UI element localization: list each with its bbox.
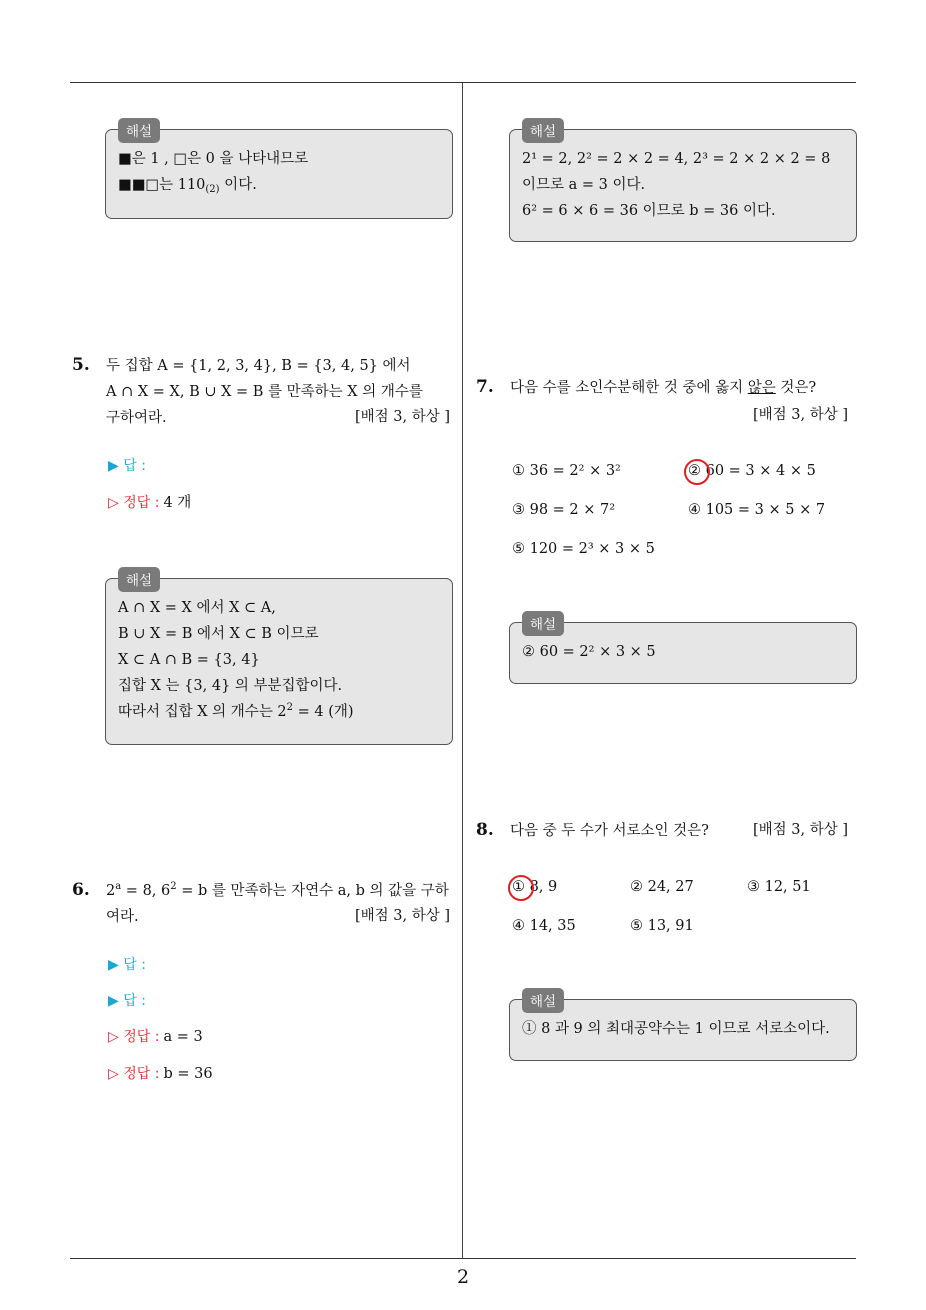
correct-answer-6a: ▷ 정답 : a = 3 (108, 1029, 203, 1045)
choice-8-3: ③ 12, 51 (747, 879, 811, 895)
solution-box-q8 (509, 994, 857, 1061)
choice-7-3: ③ 98 = 2 × 7² (512, 502, 616, 518)
question-number-7: 7. (476, 377, 494, 397)
answer-label-6a: ▶ 답 : (108, 957, 146, 973)
solution-box-q6 (509, 124, 857, 242)
answer-label-5: ▶ 답 : (108, 458, 146, 474)
column-divider (462, 83, 463, 1259)
solution-line: 6² = 6 × 6 = 36 이므로 b = 36 이다. (522, 203, 776, 219)
question-number-5: 5. (72, 355, 90, 375)
top-rule (70, 82, 856, 83)
solution-tag: 해설 (522, 611, 564, 636)
choice-8-4: ④ 14, 35 (512, 918, 576, 934)
solution-box-q5 (105, 573, 453, 745)
question-number-6: 6. (72, 880, 90, 900)
correct-answer-6b: ▷ 정답 : b = 36 (108, 1066, 213, 1082)
question-text-6: $2^a = 8$, $6^2 = b$ 를 만족하는 자연수 a, b 의 값을 구하 여라. (106, 881, 449, 925)
choice-7-2: ② 60 = 3 × 4 × 5 (688, 463, 816, 479)
solution-line: ■■□는 $110_{(2)}$ 이다. (118, 177, 257, 195)
question-text-7: 다음 수를 소인수분해한 것 중에 옳지 않은 것은? (510, 380, 817, 396)
solution-box-q4 (105, 124, 453, 219)
choice-8-1: ① 8, 9 (512, 879, 558, 895)
solution-tag: 해설 (118, 118, 160, 143)
choice-8-5: ⑤ 13, 91 (630, 918, 694, 934)
question-text-5: 두 집합 A = {1, 2, 3, 4}, B = {3, 4, 5} 에서 A ∩ X = X, B ∪ X = B 를 만족하는 X 의 개수를 구하여라. (106, 358, 423, 426)
choice-7-1: ① 36 = 2² × 3² (512, 463, 621, 479)
question-number-8: 8. (476, 820, 494, 840)
solution-line: 2¹ = 2, 2² = 2 × 2 = 4, 2³ = 2 × 2 × 2 = 8 (522, 151, 831, 167)
choice-7-4: ④ 105 = 3 × 5 × 7 (688, 502, 826, 518)
solution-line: 이므로 a = 3 이다. (522, 177, 646, 193)
solution-line: X ⊂ A ∩ B = {3, 4} (118, 652, 260, 668)
solution-tag: 해설 (522, 118, 564, 143)
page-number: 2 (456, 1266, 470, 1288)
bottom-rule (70, 1258, 856, 1259)
solution-tag: 해설 (118, 567, 160, 592)
question-meta-6: [배점 3, 하상 ] (355, 908, 451, 924)
solution-line: 집합 X 는 {3, 4} 의 부분집합이다. (118, 678, 343, 694)
question-meta-5: [배점 3, 하상 ] (355, 409, 451, 425)
answer-circle-mark (684, 459, 710, 485)
answer-circle-mark (508, 875, 534, 901)
solution-line: A ∩ X = X 에서 X ⊂ A, (118, 600, 276, 616)
question-meta-7: [배점 3, 하상 ] (753, 407, 849, 423)
choice-7-5: ⑤ 120 = 2³ × 3 × 5 (512, 541, 655, 557)
question-text-8: 다음 중 두 수가 서로소인 것은? (510, 823, 709, 839)
solution-tag: 해설 (522, 988, 564, 1013)
correct-answer-5: ▷ 정답 : 4 개 (108, 495, 192, 511)
question-meta-8: [배점 3, 하상 ] (753, 822, 849, 838)
solution-line: B ∪ X = B 에서 X ⊂ B 이므로 (118, 626, 319, 642)
solution-box-q7 (509, 617, 857, 684)
solution-line: ■은 1 , □은 0 을 나타내므로 (118, 151, 309, 167)
solution-line: 따라서 집합 X 의 개수는 $2^2 = 4$ (개) (118, 702, 354, 720)
solution-line: ① 8 과 9 의 최대공약수는 1 이므로 서로소이다. (522, 1021, 830, 1037)
choice-8-2: ② 24, 27 (630, 879, 694, 895)
answer-label-6b: ▶ 답 : (108, 993, 146, 1009)
solution-line: ② 60 = 2² × 3 × 5 (522, 644, 656, 660)
